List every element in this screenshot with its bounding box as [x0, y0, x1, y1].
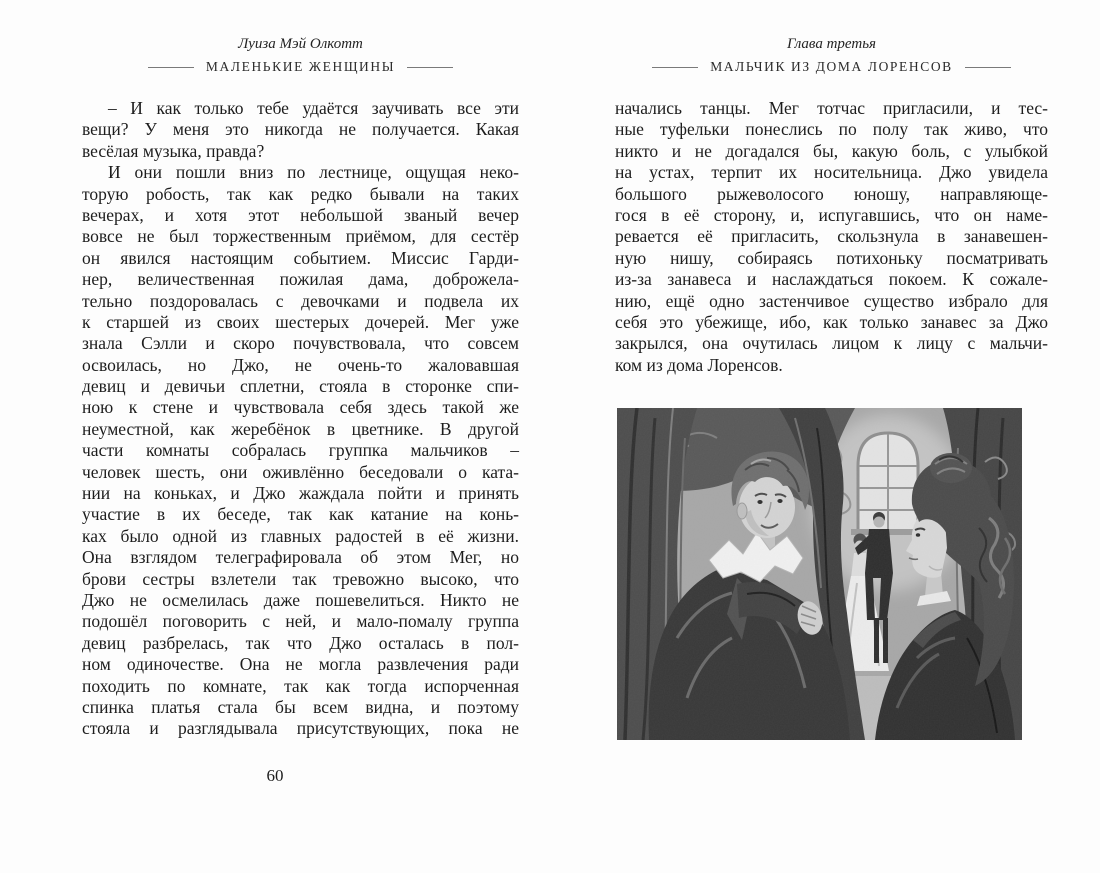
- text-line: на устах, терпит их носительница. Джо увидела: [615, 162, 1048, 183]
- text-line: ную нишу, собираясь потихоньку посматривать: [615, 247, 1048, 268]
- text-line: закрылся, она очутилась лицом к лицу с мальчи-: [615, 333, 1048, 354]
- text-line: ною к стене и чувствовала себя здесь такой же: [82, 397, 519, 418]
- book-title: МАЛЕНЬКИЕ ЖЕНЩИНЫ: [205, 59, 396, 74]
- text-line: вечерах, и хотя этот небольшой званый вечер: [82, 204, 519, 225]
- text-line: брови сестры взлетели так тревожно высоко, что: [82, 568, 519, 589]
- text-line: нию, ещё одно застенчивое существо избрало для: [615, 290, 1048, 311]
- left-running-head: [82, 36, 519, 76]
- text-line: ревается её пригласить, скользнула в занавешен-: [615, 226, 1048, 247]
- title-rule-right: [965, 67, 1011, 68]
- title-rule-left: [652, 67, 698, 68]
- text-line: никто и не догадался бы, какую боль, с улыбкой: [615, 140, 1048, 161]
- text-line: спинка платья стала бы всем видна, и поэтому: [82, 696, 519, 717]
- text-line: гося в её сторону, и, испугавшись, что он наме-: [615, 204, 1048, 225]
- page-number: 60: [266, 766, 284, 785]
- author-name: Луиза Мэй Олкотт: [238, 36, 363, 52]
- text-line: тельно поздоровалась с девочками и подвела их: [82, 290, 519, 311]
- text-line: к старшей из своих шестерых дочерей. Мег уже: [82, 311, 519, 332]
- text-line: ные туфельки понеслись по полу так живо, что: [615, 119, 1048, 140]
- title-rule-right: [407, 67, 453, 68]
- text-line: нер, величественная пожилая дама, доброжела-: [82, 269, 519, 290]
- title-rule-left: [148, 67, 194, 68]
- right-page-text: [615, 98, 1048, 376]
- text-line: части комнаты собралась группка мальчиков –: [82, 440, 519, 461]
- right-page: [615, 36, 1048, 376]
- text-line: стояла и разглядывала присутствующих, пока не: [82, 718, 519, 739]
- chapter-title-row: [615, 58, 1048, 76]
- text-line: Джо не осмелилась даже пошевелиться. Никто не: [82, 589, 519, 610]
- text-line: человек шесть, они оживлённо беседовали о ката-: [82, 461, 519, 482]
- text-line: ком из дома Лоренсов.: [615, 354, 783, 375]
- text-line: освоилась, но Джо, не очень-то жаловавшая: [82, 354, 519, 375]
- text-line: вовсе не был торжественным приёмом, для сестёр: [82, 226, 519, 247]
- text-line: себя это убежище, ибо, как только занавес за Джо: [615, 311, 1048, 332]
- text-line: нии на коньках, и Джо жаждала пойти и принять: [82, 483, 519, 504]
- text-line: Она взглядом телеграфировала об этом Мег, но: [82, 547, 519, 568]
- chapter-title: МАЛЬЧИК ИЗ ДОМА ЛОРЕНСОВ: [710, 59, 953, 74]
- text-line: торую робость, так как редко бывали на таких: [82, 183, 519, 204]
- text-line: походить по комнате, так как тогда испорченная: [82, 675, 519, 696]
- text-line: начались танцы. Мег тотчас пригласили, и тес-: [615, 98, 1048, 118]
- text-line: – И как только тебе удаётся заучивать все эти: [108, 98, 519, 118]
- book-title-row: [82, 58, 519, 76]
- chapter-label: Глава третья: [786, 36, 877, 52]
- left-page-text: [82, 98, 519, 740]
- text-line: он явился настоящим событием. Миссис Гарди-: [82, 247, 519, 268]
- text-line: весёлая музыка, правда?: [82, 140, 265, 161]
- text-line: подошёл поговорить с ней, и мало-помалу группа: [82, 611, 519, 632]
- text-line: участие в их беседе, так как катание на конь-: [82, 504, 519, 525]
- text-line: ках было одной из главных радостей в её жизни.: [82, 525, 519, 546]
- text-line: неуместной, как жеребёнок в цветнике. В другой: [82, 418, 519, 439]
- text-line: знала Сэлли и скоро почувствовала, что совсем: [82, 333, 519, 354]
- text-line: И они пошли вниз по лестнице, ощущая неко-: [108, 162, 519, 183]
- illustration: [617, 408, 1022, 740]
- paper-grain: [617, 408, 1022, 740]
- text-line: вещи? У меня это никогда не получается. Какая: [82, 119, 519, 140]
- text-line: девиц разбрелась, так что Джо осталась в пол-: [82, 632, 519, 653]
- left-page: [82, 36, 519, 740]
- right-running-head: [615, 36, 1048, 76]
- text-line: девиц и девичьи сплетни, стояла в сторонке спи-: [82, 376, 519, 397]
- text-line: большого рыжеволосого юношу, направляюще-: [615, 183, 1048, 204]
- text-line: ном одиночестве. Она не могла развлечения ради: [82, 654, 519, 675]
- text-line: из-за занавеса и наслаждаться покоем. К сожале-: [615, 269, 1048, 290]
